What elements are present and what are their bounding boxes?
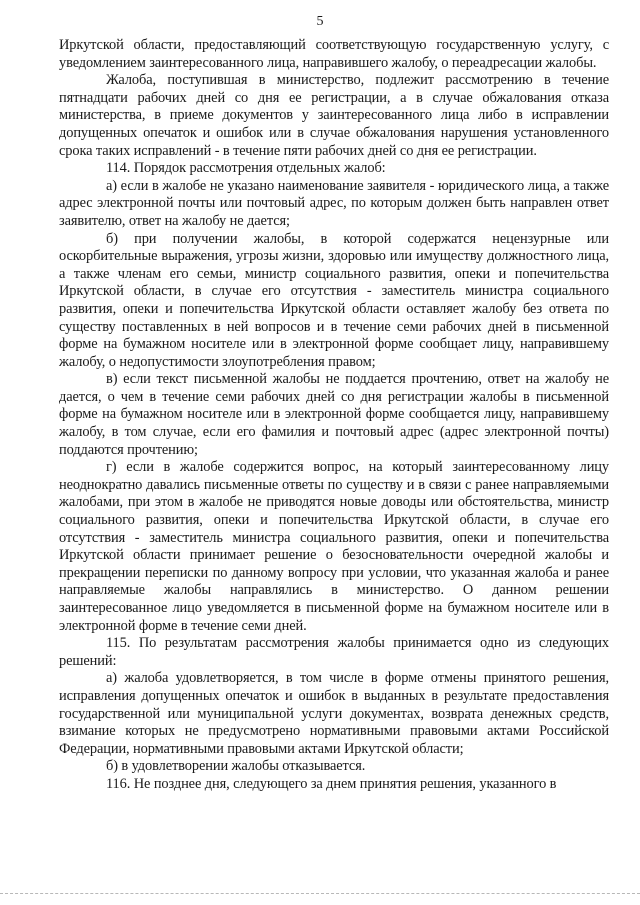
paragraph-116-start: 116. Не позднее дня, следующего за днем принятия решения, указанного в xyxy=(106,775,557,792)
document-body xyxy=(59,37,609,794)
paragraph-114-g: г) если в жалобе содержится вопрос, на который заинтересованному лицу неоднократно давались письменные ответы по существу и в связи с ранее направляемыми жалобами, при этом в жалобе не приводятся новые доводы или обстоятельства, министр социального развития, опеки и попечительства Иркутской области, в случае его отсутствия - заместитель министра социального развития, опеки и попечительства Иркутской области принимает решение о безосновательности очередной жалобы и прекращении переписки по данному вопросу при условии, что указанная жалоба и ранее направляемые жалобы направлялись в министерство. О данном решении заинтересованное лицо уведомляется в письменной форме на бумажном носителе или в электронной форме в течение семи дней. xyxy=(59,459,609,634)
page-number: 5 xyxy=(316,14,324,29)
paragraph-115-heading: 115. По результатам рассмотрения жалобы принимается одно из следующих решений: xyxy=(59,635,609,669)
paragraph-114-heading: 114. Порядок рассмотрения отдельных жалоб: xyxy=(106,160,386,177)
paragraph-114-v: в) если текст письменной жалобы не поддается прочтению, ответ на жалобу не дается, о чем в течение семи рабочих дней со дня регистрации жалобы в письменной форме на бумажном носителе или в электронной форме сообщается лицу, направившему жалобу, в том случае, если его фамилия и почтовый адрес (адрес электронной почты) поддаются прочтению; xyxy=(59,371,609,458)
page-bottom-divider xyxy=(0,893,640,894)
paragraph-review-period: Жалоба, поступившая в министерство, подлежит рассмотрению в течение пятнадцати рабочих дней со дня ее регистрации, а в случае обжалования отказа министерства, в приеме документов у заинтересованного лица либо в исправлении допущенных опечаток и ошибок или в случае обжалования нарушения установленного срока таких исправлений - в течение пяти рабочих дней со дня ее регистрации. xyxy=(59,72,609,159)
paragraph-114-a: а) если в жалобе не указано наименование заявителя - юридического лица, а также адрес электронной почты или почтовый адрес, по которым должен быть направлен ответ заявителю, ответ на жалобу не дается; xyxy=(59,177,609,229)
paragraph-115-a: а) жалоба удовлетворяется, в том числе в форме отмены принятого решения, исправления допущенных опечаток и ошибок в выданных в результате предоставления государственной или муниципальной услуги документах, возврата денежных средств, взимание которых не предусмотрено нормативными правовыми актами Российской Федерации, нормативными правовыми актами Иркутской области; xyxy=(59,670,609,757)
paragraph-115-b: б) в удовлетворении жалобы отказывается. xyxy=(106,758,366,775)
paragraph-continuation: Иркутской области, предоставляющий соответствующую государственную услугу, с уведомлением заинтересованного лица, направившего жалобу, о переадресации жалобы. xyxy=(59,37,609,71)
paragraph-114-b: б) при получении жалобы, в которой содержатся нецензурные или оскорбительные выражения, угрозы жизни, здоровью или имуществу должностного лица, а также членам его семьи, министр социального развития, опеки и попечительства Иркутской области, в случае его отсутствия - заместитель министра социального развития, опеки и попечительства Иркутской области оставляет жалобу без ответа по существу поставленных в ней вопросов и в течение семи рабочих дней в письменной форме на бумажном носителе или в электронной форме сообщает лицу, направившему жалобу, о недопустимости злоупотребления правом; xyxy=(59,230,609,370)
